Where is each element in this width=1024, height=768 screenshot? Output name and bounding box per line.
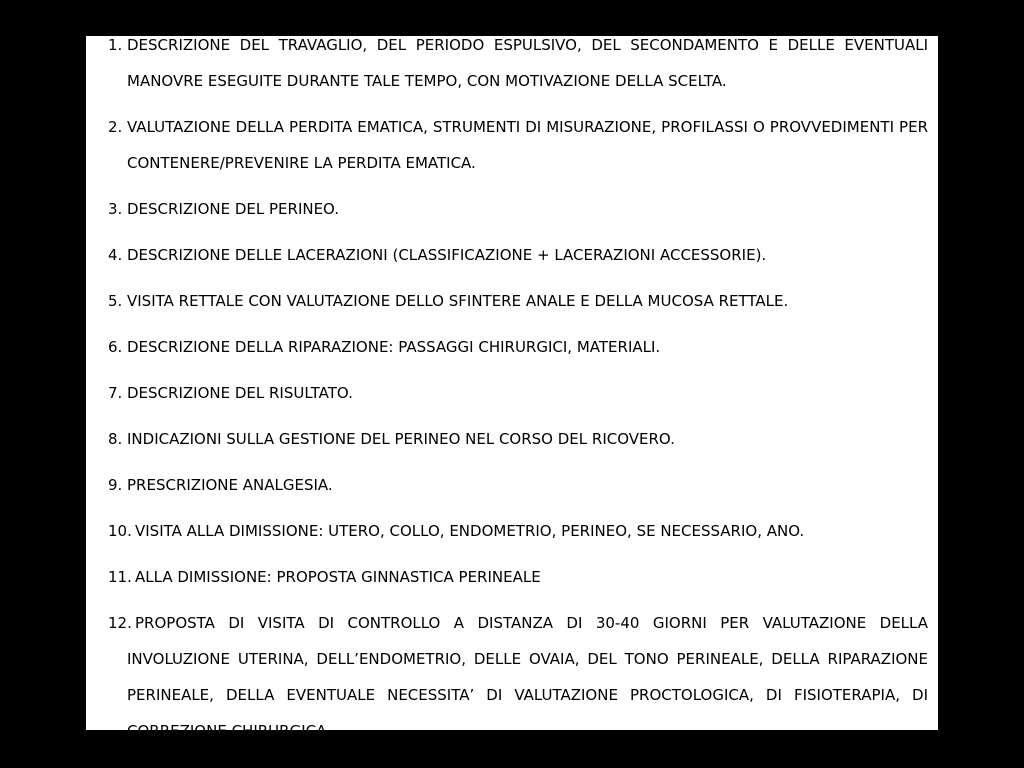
list-item	[108, 109, 928, 181]
list-item	[108, 421, 928, 457]
item-number: 6.	[108, 338, 123, 356]
list-item	[108, 513, 928, 549]
item-text: DESCRIZIONE DELLE LACERAZIONI (CLASSIFICAZIONE + LACERAZIONI ACCESSORIE).	[127, 246, 767, 264]
item-text: INDICAZIONI SULLA GESTIONE DEL PERINEO NEL CORSO DEL RICOVERO.	[127, 430, 675, 448]
item-number: 1.	[108, 36, 123, 54]
item-number: 10.	[108, 522, 132, 540]
item-number: 11.	[108, 568, 132, 586]
item-number: 8.	[108, 430, 123, 448]
item-number: 9.	[108, 476, 123, 494]
list-item	[108, 375, 928, 411]
list-item	[108, 559, 928, 595]
list-item	[108, 283, 928, 319]
item-text: DESCRIZIONE DEL PERINEO.	[127, 200, 340, 218]
item-text: ALLA DIMISSIONE: PROPOSTA GINNASTICA PERINEALE	[135, 568, 541, 586]
list-item	[108, 467, 928, 503]
item-text: DESCRIZIONE DELLA RIPARAZIONE: PASSAGGI CHIRURGICI, MATERIALI.	[127, 338, 661, 356]
item-text: VALUTAZIONE DELLA PERDITA EMATICA, STRUMENTI DI MISURAZIONE, PROFILASSI O PROVVEDIMENTI PER CONTENERE/PREVENIRE LA PERDITA EMATICA.	[127, 118, 928, 172]
item-text: PRESCRIZIONE ANALGESIA.	[127, 476, 333, 494]
item-number: 2.	[108, 118, 123, 136]
list-item	[108, 605, 928, 749]
item-text: DESCRIZIONE DEL RISULTATO.	[127, 384, 353, 402]
item-text: VISITA RETTALE CON VALUTAZIONE DELLO SFINTERE ANALE E DELLA MUCOSA RETTALE.	[127, 292, 789, 310]
item-number: 5.	[108, 292, 123, 310]
document-page	[86, 36, 938, 740]
list-item	[108, 237, 928, 273]
list-item	[108, 27, 928, 99]
list-item	[108, 329, 928, 365]
item-number: 3.	[108, 200, 123, 218]
item-number: 7.	[108, 384, 123, 402]
item-number: 4.	[108, 246, 123, 264]
item-text: PROPOSTA DI VISITA DI CONTROLLO A DISTANZA DI 30-40 GIORNI PER VALUTAZIONE DELLA INVOLUZIONE UTERINA, DELL’ENDOMETRIO, DELLE OVAIA, DEL TONO PERINEALE, DELLA RIPARAZIONE PERINEALE, DELLA EVENTUALE NECESSITA’ DI VALUTAZIONE PROCTOLOGICA, DI FISIOTERAPIA, DI CORREZIONE CHIRURGICA.	[127, 614, 928, 740]
list-item	[108, 191, 928, 227]
item-text: DESCRIZIONE DEL TRAVAGLIO, DEL PERIODO ESPULSIVO, DEL SECONDAMENTO E DELLE EVENTUALI MANOVRE ESEGUITE DURANTE TALE TEMPO, CON MOTIVAZIONE DELLA SCELTA.	[127, 36, 928, 90]
item-text: VISITA ALLA DIMISSIONE: UTERO, COLLO, ENDOMETRIO, PERINEO, SE NECESSARIO, ANO.	[135, 522, 805, 540]
item-number: 12.	[108, 614, 132, 632]
